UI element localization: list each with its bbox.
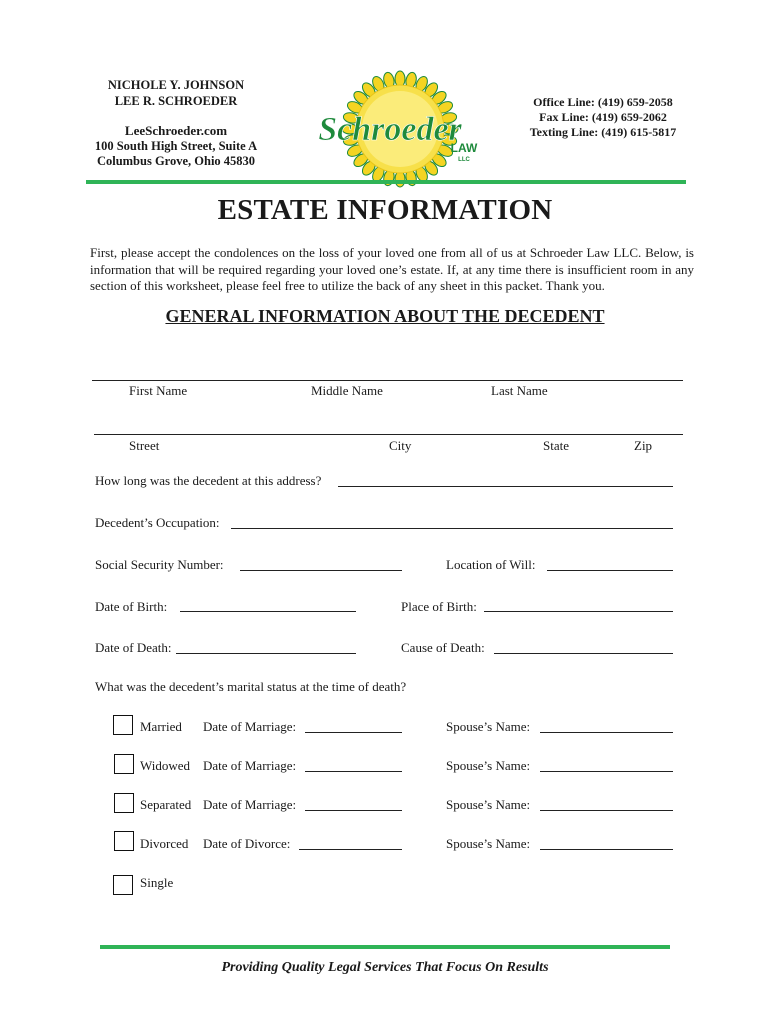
address-duration-input[interactable] (338, 486, 673, 487)
firm-street: 100 South High Street, Suite A (94, 138, 258, 153)
header-divider (86, 180, 686, 184)
divorced-label: Divorced (140, 836, 189, 851)
widowed-label: Widowed (140, 758, 191, 773)
attorney-name: NICHOLE Y. JOHNSON (107, 78, 245, 92)
spouse-name-input[interactable] (540, 732, 673, 733)
dob-label: Date of Birth: (95, 599, 168, 614)
firm-city: Columbus Grove, Ohio 45830 (96, 154, 256, 168)
dob-input[interactable] (180, 611, 356, 612)
marriage-date-input[interactable] (305, 810, 402, 811)
office-line: Office Line: (419) 659-2058 (533, 95, 673, 109)
ssn-input[interactable] (240, 570, 402, 571)
divorce-date-input[interactable] (299, 849, 402, 850)
state-label: State (543, 438, 569, 453)
spouse-name-input[interactable] (540, 849, 673, 850)
address-input-line[interactable] (94, 434, 683, 435)
will-location-input[interactable] (547, 570, 673, 571)
spouse-name-label: Spouse’s Name: (446, 797, 531, 812)
spouse-name-label: Spouse’s Name: (446, 836, 531, 851)
separated-label: Separated (140, 797, 192, 812)
married-checkbox[interactable] (113, 715, 133, 735)
middle-name-label: Middle Name (311, 383, 383, 398)
dod-input[interactable] (176, 653, 356, 654)
marriage-date-label: Date of Marriage: (203, 797, 297, 812)
will-location-label: Location of Will: (446, 557, 536, 572)
intro-paragraph: First, please accept the condolences on the loss of your loved one from all of us at Schroeder Law LLC. Below, is information that will be required regarding your loved one’s estate. If, at any time there is insufficient room in any section of this worksheet, please feel free to utilize the back of any sheet in this packet. Thank you. (90, 245, 694, 293)
attorney-name: LEE R. SCHROEDER (114, 93, 238, 108)
occupation-label: Decedent’s Occupation: (95, 515, 220, 530)
footer-tagline: Providing Quality Legal Services That Focus On Results (221, 960, 549, 975)
street-label: Street (129, 438, 160, 453)
single-checkbox[interactable] (113, 875, 133, 895)
single-label: Single (140, 875, 174, 890)
page-title: ESTATE INFORMATION (217, 194, 553, 226)
divorced-checkbox[interactable] (114, 831, 134, 851)
section-title: GENERAL INFORMATION ABOUT THE DECEDENT (165, 306, 605, 326)
texting-line: Texting Line: (419) 615-5817 (529, 125, 677, 139)
divorce-date-label: Date of Divorce: (203, 836, 291, 851)
pob-label: Place of Birth: (401, 599, 477, 614)
address-duration-label: How long was the decedent at this address? (95, 473, 322, 488)
first-name-label: First Name (129, 383, 188, 398)
logo-wordmark: Schroeder (318, 111, 462, 148)
phone-block (518, 95, 688, 140)
footer-divider (100, 945, 670, 949)
logo-llc: LLC (458, 157, 470, 163)
widowed-checkbox[interactable] (114, 754, 134, 774)
spouse-name-label: Spouse’s Name: (446, 719, 531, 734)
ssn-label: Social Security Number: (95, 557, 224, 572)
firm-contact-block (86, 78, 266, 170)
marriage-date-input[interactable] (305, 771, 402, 772)
occupation-input[interactable] (231, 528, 673, 529)
separated-checkbox[interactable] (114, 793, 134, 813)
pob-input[interactable] (484, 611, 673, 612)
spouse-name-input[interactable] (540, 771, 673, 772)
spouse-name-label: Spouse’s Name: (446, 758, 531, 773)
marriage-date-input[interactable] (305, 732, 402, 733)
schroeder-law-logo (310, 70, 490, 188)
married-label: Married (140, 719, 182, 734)
marriage-date-label: Date of Marriage: (203, 758, 297, 773)
marriage-date-label: Date of Marriage: (203, 719, 297, 734)
zip-label: Zip (634, 438, 653, 453)
dod-label: Date of Death: (95, 640, 172, 655)
name-input-line[interactable] (92, 380, 683, 381)
fax-line: Fax Line: (419) 659-2062 (539, 110, 667, 124)
cause-label: Cause of Death: (401, 640, 485, 655)
last-name-label: Last Name (491, 383, 548, 398)
marital-question: What was the decedent’s marital status at the time of death? (95, 679, 407, 694)
city-label: City (389, 438, 412, 453)
firm-website: LeeSchroeder.com (124, 123, 228, 138)
spouse-name-input[interactable] (540, 810, 673, 811)
logo-law: LAW (450, 141, 478, 155)
cause-input[interactable] (494, 653, 673, 654)
